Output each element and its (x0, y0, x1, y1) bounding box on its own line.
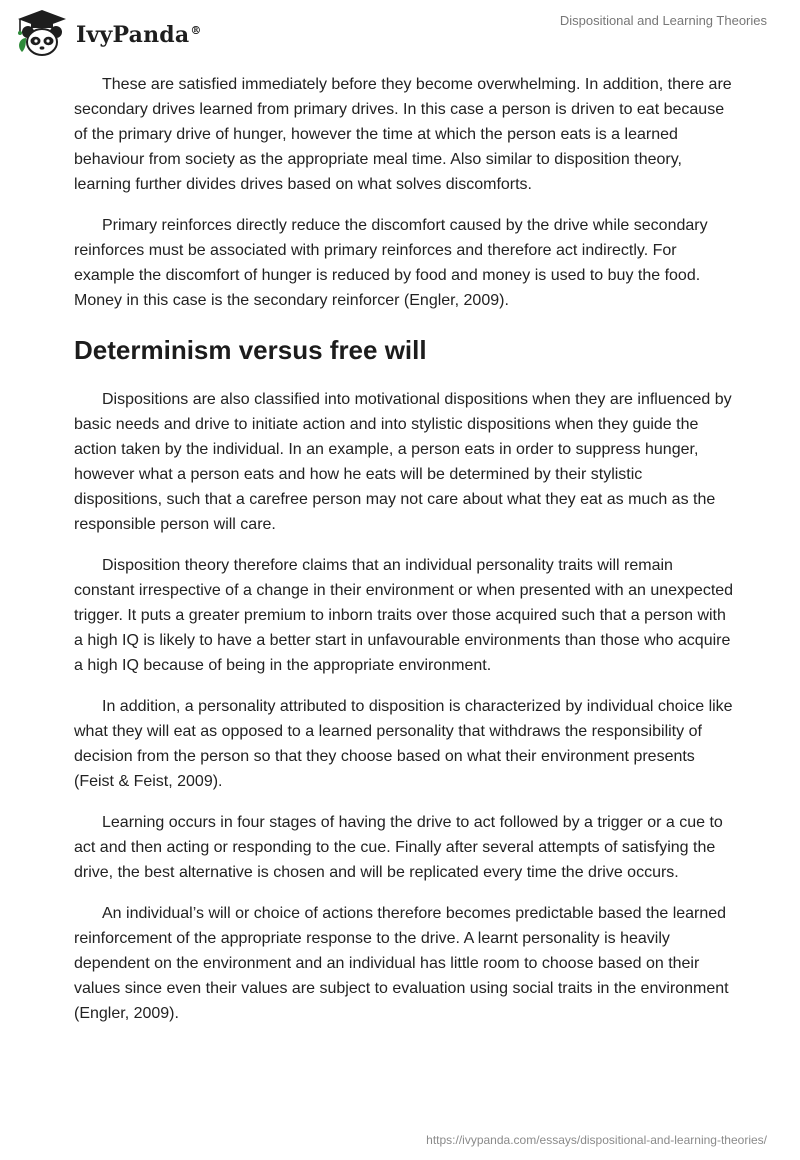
panda-graduate-icon (14, 8, 70, 58)
ivypanda-logo[interactable] (14, 8, 202, 58)
body-paragraph: Primary reinforces directly reduce the discomfort caused by the drive while secondary reinforces must be associated with primary reinforces and therefore act indirectly. For example the discomfort of hunger is reduced by food and money is used to buy the food. Money in this case is the secondary reinforcer (Engler, 2009). (74, 217, 708, 309)
body-paragraph: Disposition theory therefore claims that an individual personality traits will remain constant irrespective of a change in their environment or when presented with an unexpected trigger. It puts a greater premium to inborn traits over those acquired such that a person with a high IQ is likely to have a better start in unfavourable environments than those who acquire a high IQ because of being in the appropriate environment. (74, 557, 734, 674)
body-paragraph: In addition, a personality attributed to disposition is characterized by individual choice like what they will eat as opposed to a learned personality that withdraws the responsibility of decision from the person so that they choose based on what their environment presents (Feist & Feist, 2009). (74, 698, 733, 790)
body-paragraph: These are satisfied immediately before they become overwhelming. In addition, there are secondary drives learned from primary drives. In this case a person is driven to eat because of the primary drive of hunger, however the time at which the person eats is a learned behaviour from society as the appropriate meal time. Also similar to disposition theory, learning further divides drives based on what solves discomforts. (74, 76, 732, 193)
essay-content (74, 72, 734, 1042)
body-paragraph: Learning occurs in four stages of having the drive to act followed by a trigger or a cue to act and then acting or responding to the cue. Finally after several attempts of satisfying the drive, the best alternative is chosen and will be replicated every time the drive occurs. (74, 814, 723, 881)
brand-name: IvyPanda® (76, 22, 202, 48)
page-header (0, 0, 800, 60)
source-url[interactable]: https://ivypanda.com/essays/dispositional-and-learning-theories/ (426, 1133, 767, 1147)
document-title: Dispositional and Learning Theories (559, 13, 767, 28)
registered-mark: ® (190, 23, 202, 37)
body-paragraph: Dispositions are also classified into motivational dispositions when they are influenced by basic needs and drive to initiate action and into stylistic dispositions when they guide the action taken by the individual. In an example, a person eats in order to suppress hunger, however what a person eats and how he eats will be determined by their stylistic dispositions, such that a carefree person may not care about what they eat as much as the responsible person will care. (74, 391, 732, 533)
section-heading: Determinism versus free will (74, 335, 427, 365)
body-paragraph: An individual’s will or choice of actions therefore becomes predictable based the learned reinforcement of the appropriate response to the drive. A learnt personality is heavily dependent on the environment and an individual has little room to choose based on their values since even their values are subject to evaluation using social traits in the environment (Engler, 2009). (74, 905, 729, 1022)
